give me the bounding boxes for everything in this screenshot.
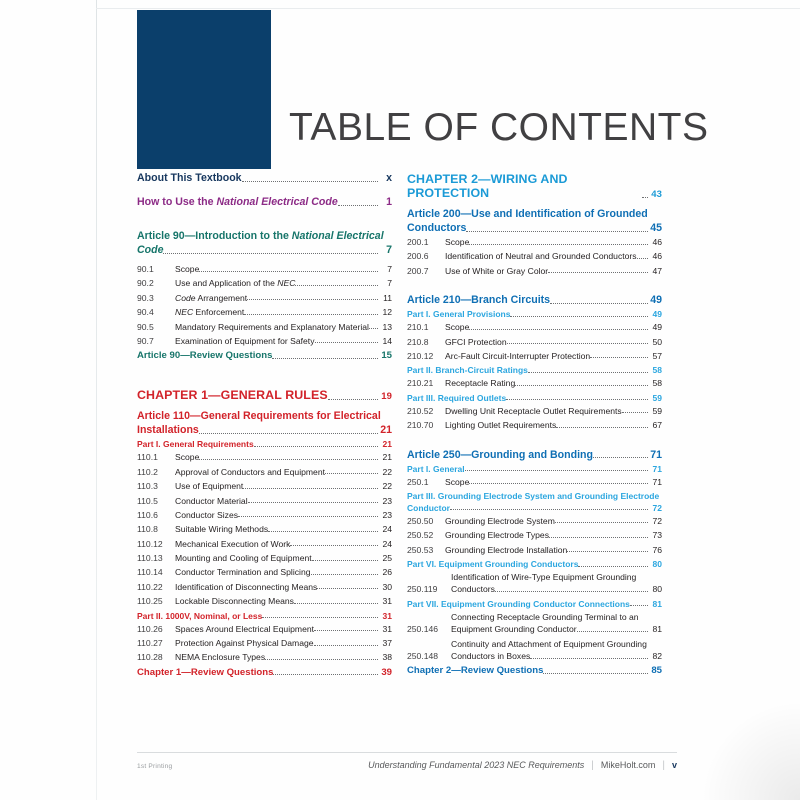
dot-leader (528, 372, 648, 373)
entry-number: 110.25 (137, 596, 163, 607)
dot-leader (328, 399, 378, 400)
entry-number: 110.12 (137, 538, 163, 549)
entry-number: 210.8 (407, 336, 429, 347)
dot-leader (622, 412, 648, 413)
entry-page: 30 (382, 581, 392, 592)
entry-page: 39 (381, 666, 392, 678)
entry-label: Mounting and Cooling of Equipment (175, 553, 312, 564)
entry-label: Arc-Fault Circuit-Interrupter Protection (445, 350, 591, 361)
entry-page: 57 (652, 350, 662, 361)
toc-heading-chapter-1[interactable] (137, 388, 392, 402)
footer-separator-1: | (591, 760, 594, 771)
dot-leader (469, 244, 648, 245)
dot-leader (290, 545, 378, 546)
toc-entry-how-to-use[interactable] (137, 196, 392, 208)
entry-label: NEMA Enclosure Types (175, 652, 266, 663)
entry-page: 25 (382, 553, 392, 564)
toc-entry-about-this-textbook[interactable] (137, 172, 392, 184)
heading-label-line1: Article 110—General Requirements for Electrical (137, 410, 381, 423)
entry-number: 110.27 (137, 638, 163, 649)
dot-leader (543, 673, 648, 674)
entry-number: 250.1 (407, 476, 429, 487)
toc-entry-250-148[interactable] (407, 639, 662, 661)
heading-label: Part I. General (407, 463, 465, 474)
entry-label: Lockable Disconnecting Means (175, 596, 294, 607)
entry-number: 250.50 (407, 515, 434, 526)
dot-leader (507, 343, 648, 344)
entry-page: x (386, 172, 392, 184)
entry-page: 24 (382, 538, 392, 549)
toc-entry-200-1[interactable] (407, 237, 662, 247)
entry-page: 26 (382, 567, 392, 578)
toc-entry-210-12[interactable] (407, 351, 662, 361)
entry-label: Scope (175, 452, 200, 463)
heading-label-line2: Conductor (407, 502, 450, 513)
toc-heading-article-210[interactable] (407, 294, 662, 306)
dot-leader (325, 473, 378, 474)
entry-number: 110.28 (137, 652, 163, 663)
entry-label: Identification of Disconnecting Means (175, 581, 318, 592)
toc-entry-250-1[interactable] (407, 477, 662, 487)
toc-heading-210-part-1[interactable] (407, 309, 662, 319)
entry-label: Scope (445, 237, 470, 247)
entry-page: 31 (382, 596, 392, 607)
toc-entry-250-50[interactable] (407, 516, 662, 526)
heading-label: Part VII. Equipment Grounding Conductor Connections (407, 598, 630, 609)
toc-heading-250-part-7[interactable] (407, 599, 662, 609)
heading-page: 59 (652, 392, 662, 403)
toc-entry-210-70[interactable] (407, 420, 662, 430)
entry-label: Scope (445, 322, 470, 333)
entry-page: 71 (652, 476, 662, 487)
toc-entry-90-3[interactable] (137, 293, 392, 303)
dot-leader (314, 645, 378, 646)
heading-label-line1: Article 200—Use and Identification of Grounded (407, 208, 648, 220)
toc-entry-90-5[interactable] (137, 322, 392, 332)
dot-leader (590, 357, 648, 358)
dot-leader (311, 574, 378, 575)
toc-heading-210-part-3[interactable] (407, 393, 662, 403)
footer-website[interactable]: MikeHolt.com (600, 760, 656, 770)
toc-entry-210-1[interactable] (407, 322, 662, 332)
toc-heading-250-part-3[interactable] (407, 491, 662, 513)
entry-number: 110.13 (137, 553, 163, 564)
heading-label: CHAPTER 1—GENERAL RULES (137, 388, 328, 403)
entry-number: 250.53 (407, 544, 434, 555)
entry-page: 80 (652, 584, 662, 595)
entry-label: Mandatory Requirements and Explanatory Material (175, 321, 369, 332)
entry-label: Scope (175, 264, 200, 274)
entry-number: 250.119 (407, 584, 438, 595)
entry-label: Spaces Around Electrical Equipment (175, 623, 315, 634)
toc-entry-article-90-review[interactable] (137, 350, 392, 361)
entry-page: 47 (652, 265, 662, 276)
toc-entry-210-52[interactable] (407, 406, 662, 416)
dot-leader (593, 457, 648, 458)
entry-label: Article 90—Review Questions (137, 350, 273, 362)
toc-entry-90-1[interactable] (137, 264, 392, 274)
heading-label: Part III. Required Outlets (407, 392, 507, 403)
dot-leader (199, 459, 378, 460)
heading-label: Article 210—Branch Circuits (407, 294, 551, 307)
entry-label: NEC Enforcement (175, 307, 245, 318)
entry-label-line1: Connecting Receptacle Grounding Terminal to an (451, 611, 639, 622)
footer-page-number: v (671, 760, 677, 770)
dot-leader (555, 522, 648, 523)
entry-number: 110.14 (137, 567, 163, 578)
toc-entry-90-7[interactable] (137, 336, 392, 346)
entry-label: Chapter 2—Review Questions (407, 665, 544, 677)
toc-heading-250-part-1[interactable] (407, 464, 662, 474)
dot-leader (469, 329, 648, 330)
dot-leader (294, 603, 378, 604)
entry-label: Suitable Wiring Methods (175, 524, 269, 535)
toc-heading-110-part-2[interactable] (137, 611, 392, 621)
entry-page: 82 (652, 651, 662, 662)
entry-page: 58 (652, 378, 662, 389)
heading-page: 58 (652, 365, 662, 376)
heading-page: 21 (382, 439, 392, 450)
entry-page: 14 (382, 335, 392, 346)
entry-number: 110.8 (137, 524, 158, 535)
entry-label: Examination of Equipment for Safety (175, 335, 315, 346)
entry-number: 250.146 (407, 624, 439, 635)
entry-page: 22 (382, 481, 392, 492)
heading-label: Part I. General Requirements (137, 439, 254, 450)
dot-leader (530, 658, 648, 659)
entry-page: 13 (382, 321, 392, 332)
toc-left-column (137, 172, 392, 681)
entry-number: 90.1 (137, 264, 154, 274)
dot-leader (273, 674, 378, 675)
heading-page: 49 (652, 309, 662, 320)
dot-leader (630, 605, 648, 606)
dot-leader (312, 560, 378, 561)
dot-leader (254, 446, 378, 447)
toc-entry-110-22[interactable] (137, 582, 392, 592)
dot-leader (268, 531, 378, 532)
entry-label: Lighting Outlet Requirements (445, 420, 557, 431)
heading-label: Part II. Branch-Circuit Ratings (407, 365, 528, 376)
page-edge-left (96, 0, 97, 800)
dot-leader (548, 272, 648, 273)
entry-page: 85 (651, 665, 662, 677)
dot-leader (466, 231, 648, 232)
heading-page: 71 (650, 448, 662, 461)
heading-page: 19 (381, 391, 392, 403)
dot-leader (248, 502, 378, 503)
toc-entry-110-6[interactable] (137, 510, 392, 520)
toc-heading-article-90[interactable] (137, 230, 392, 256)
entry-number: 200.6 (407, 251, 429, 262)
toc-right-column (407, 172, 662, 679)
toc-heading-110-part-1[interactable] (137, 439, 392, 449)
heading-label-line1: Part III. Grounding Electrode System and Grounding Electrode (407, 490, 660, 501)
entry-label-line2: Equipment Grounding Conductor (451, 624, 577, 635)
toc-entry-250-52[interactable] (407, 530, 662, 540)
page-footer (137, 752, 677, 771)
toc-entry-110-28[interactable] (137, 652, 392, 662)
toc-entry-250-119[interactable] (407, 572, 662, 594)
entry-label: Use and Application of the NEC (175, 278, 296, 289)
heading-page: 49 (650, 294, 662, 307)
toc-entry-110-27[interactable] (137, 638, 392, 648)
dot-leader (506, 399, 648, 400)
toc-entry-chapter-2-review[interactable] (407, 665, 662, 676)
dot-leader (244, 314, 378, 315)
entry-label: How to Use the National Electrical Code (137, 196, 338, 208)
page-title: TABLE OF CONTENTS (289, 106, 709, 149)
entry-label: Grounding Electrode System (445, 515, 555, 526)
toc-entry-200-7[interactable] (407, 266, 662, 276)
dot-leader (242, 181, 378, 182)
dot-leader (450, 509, 648, 510)
toc-entry-200-6[interactable] (407, 251, 662, 261)
heading-page: 21 (380, 424, 392, 437)
entry-label: Grounding Electrode Types (445, 530, 549, 541)
entry-label-line1: Identification of Wire-Type Equipment Grounding (451, 572, 637, 583)
entry-page: 7 (387, 264, 392, 274)
toc-entry-110-5[interactable] (137, 496, 392, 506)
page-header (137, 10, 709, 170)
entry-number: 210.21 (407, 378, 434, 389)
entry-page: 72 (652, 515, 662, 526)
entry-label: Conductor Sizes (175, 509, 239, 520)
entry-page: 50 (652, 336, 662, 347)
toc-heading-article-200[interactable] (407, 208, 662, 234)
heading-page: 80 (652, 559, 662, 570)
entry-page: 7 (387, 278, 392, 289)
entry-number: 210.12 (407, 350, 434, 361)
heading-label-line2: Installations (137, 424, 199, 437)
entry-page: 1 (386, 196, 392, 208)
entry-label: Chapter 1—Review Questions (137, 666, 274, 678)
heading-label-line2: Code (137, 244, 164, 256)
entry-label: Grounding Electrode Installation (445, 544, 568, 555)
dot-leader (295, 285, 378, 286)
toc-entry-110-8[interactable] (137, 524, 392, 534)
toc-heading-chapter-2[interactable] (407, 172, 662, 200)
toc-entry-110-13[interactable] (137, 553, 392, 563)
entry-page: 11 (383, 292, 392, 303)
footer-divider (137, 752, 677, 753)
heading-page: 31 (382, 610, 392, 621)
entry-label: GFCI Protection (445, 336, 507, 347)
entry-label: Conductor Termination and Splicing (175, 567, 311, 578)
entry-number: 200.7 (407, 265, 429, 276)
toc-heading-210-part-2[interactable] (407, 365, 662, 375)
dot-leader (577, 631, 648, 632)
entry-page: 46 (652, 237, 662, 247)
toc-entry-90-4[interactable] (137, 307, 392, 317)
entry-label: Dwelling Unit Receptacle Outlet Requirements (445, 405, 622, 416)
dot-leader (369, 328, 378, 329)
entry-page: 12 (382, 307, 392, 318)
dot-leader (265, 659, 378, 660)
dot-leader (247, 299, 378, 300)
page-edge-top (96, 8, 800, 9)
entry-number: 250.52 (407, 530, 434, 541)
entry-number: 110.2 (137, 466, 158, 477)
entry-label: Mechanical Execution of Work (175, 538, 291, 549)
page-corner-shadow (700, 700, 800, 800)
entry-number: 110.5 (137, 495, 158, 506)
entry-number: 110.6 (137, 509, 158, 520)
dot-leader (637, 258, 648, 259)
footer-book-title: Understanding Fundamental 2023 NEC Requirements (368, 760, 585, 770)
toc-entry-110-2[interactable] (137, 467, 392, 477)
dot-leader (238, 516, 378, 517)
entry-label-line1: Continuity and Attachment of Equipment Grounding (451, 638, 647, 649)
entry-label: Use of White or Gray Color (445, 265, 549, 276)
heading-label-line2: Conductors (407, 222, 467, 234)
entry-number: 210.52 (407, 405, 434, 416)
entry-page: 76 (652, 544, 662, 555)
entry-label-line2: Conductors in Boxes (451, 651, 531, 662)
heading-page: 7 (386, 244, 392, 256)
heading-label: Part I. General Provisions (407, 309, 511, 320)
entry-label: Code Arrangement (175, 292, 248, 303)
heading-label: Part II. 1000V, Nominal, or Less (137, 610, 263, 621)
entry-label: Protection Against Physical Damage (175, 638, 314, 649)
dot-leader (163, 253, 378, 254)
dot-leader (556, 427, 648, 428)
toc-entry-250-146[interactable] (407, 612, 662, 634)
footer-printing: 1st Printing (137, 763, 173, 770)
dot-leader (515, 385, 648, 386)
toc-entry-90-2[interactable] (137, 278, 392, 288)
toc-entry-110-14[interactable] (137, 567, 392, 577)
dot-leader (314, 630, 378, 631)
entry-page: 31 (382, 623, 392, 634)
heading-page: 72 (652, 502, 662, 513)
entry-number: 110.1 (137, 452, 158, 463)
entry-label: About This Textbook (137, 172, 242, 184)
heading-label: Article 250—Grounding and Bonding (407, 448, 593, 461)
entry-label-line2: Conductors (451, 584, 495, 595)
entry-number: 90.3 (137, 292, 154, 303)
entry-page: 67 (652, 420, 662, 431)
dot-leader (495, 591, 648, 592)
dot-leader (510, 316, 648, 317)
footer-separator-2: | (662, 760, 665, 771)
entry-page: 21 (382, 452, 392, 463)
toc-heading-article-250[interactable] (407, 449, 662, 461)
entry-number: 90.7 (137, 335, 154, 346)
entry-page: 15 (381, 350, 392, 362)
header-accent-block (137, 10, 271, 169)
entry-page: 49 (652, 322, 662, 333)
entry-page: 38 (382, 652, 392, 663)
heading-page: 45 (650, 222, 662, 234)
toc-entry-110-1[interactable] (137, 452, 392, 462)
dot-leader (567, 551, 648, 552)
entry-page: 37 (382, 638, 392, 649)
dot-leader (465, 470, 648, 471)
heading-label-line1: Article 90—Introduction to the National Electrical (137, 230, 384, 242)
entry-label: Use of Equipment (175, 481, 244, 492)
entry-page: 23 (382, 495, 392, 506)
toc-heading-article-110[interactable] (137, 410, 392, 436)
dot-leader (642, 197, 648, 198)
entry-number: 210.1 (407, 322, 429, 333)
dot-leader (338, 205, 378, 206)
toc-entry-110-25[interactable] (137, 596, 392, 606)
entry-number: 200.1 (407, 237, 429, 247)
entry-label: Approval of Conductors and Equipment (175, 466, 326, 477)
dot-leader (550, 303, 648, 304)
toc-entry-210-8[interactable] (407, 337, 662, 347)
toc-entry-110-3[interactable] (137, 481, 392, 491)
heading-label: CHAPTER 2—WIRING AND PROTECTION (407, 172, 568, 200)
entry-label: Identification of Neutral and Grounded Conductors (445, 251, 637, 262)
dot-leader (262, 617, 378, 618)
entry-page: 23 (382, 509, 392, 520)
toc-entry-210-21[interactable] (407, 378, 662, 388)
entry-number: 110.22 (137, 581, 163, 592)
entry-page: 24 (382, 524, 392, 535)
entry-page: 59 (652, 405, 662, 416)
dot-leader (243, 488, 378, 489)
entry-number: 250.148 (407, 651, 439, 662)
dot-leader (578, 566, 648, 567)
toc-entry-250-53[interactable] (407, 545, 662, 555)
entry-number: 110.26 (137, 623, 163, 634)
entry-number: 90.2 (137, 278, 154, 289)
entry-label: Receptacle Rating (445, 378, 516, 389)
toc-entry-110-26[interactable] (137, 624, 392, 634)
entry-page: 81 (652, 624, 662, 635)
entry-page: 22 (382, 466, 392, 477)
toc-heading-250-part-6[interactable] (407, 559, 662, 569)
entry-page: 46 (652, 251, 662, 262)
heading-page: 43 (651, 189, 662, 200)
heading-label: Part VI. Equipment Grounding Conductors (407, 559, 579, 570)
dot-leader (549, 537, 648, 538)
dot-leader (469, 483, 648, 484)
heading-page: 71 (652, 463, 662, 474)
entry-label: Conductor Material (175, 495, 248, 506)
toc-entry-110-12[interactable] (137, 539, 392, 549)
entry-number: 110.3 (137, 481, 158, 492)
toc-entry-chapter-1-review[interactable] (137, 667, 392, 678)
entry-number: 90.4 (137, 307, 154, 318)
entry-number: 90.5 (137, 321, 154, 332)
entry-page: 73 (652, 530, 662, 541)
dot-leader (199, 433, 378, 434)
entry-label: Scope (445, 476, 470, 487)
heading-page: 81 (652, 598, 662, 609)
entry-number: 210.70 (407, 420, 434, 431)
dot-leader (272, 358, 378, 359)
dot-leader (315, 342, 379, 343)
dot-leader (199, 271, 378, 272)
dot-leader (317, 588, 378, 589)
